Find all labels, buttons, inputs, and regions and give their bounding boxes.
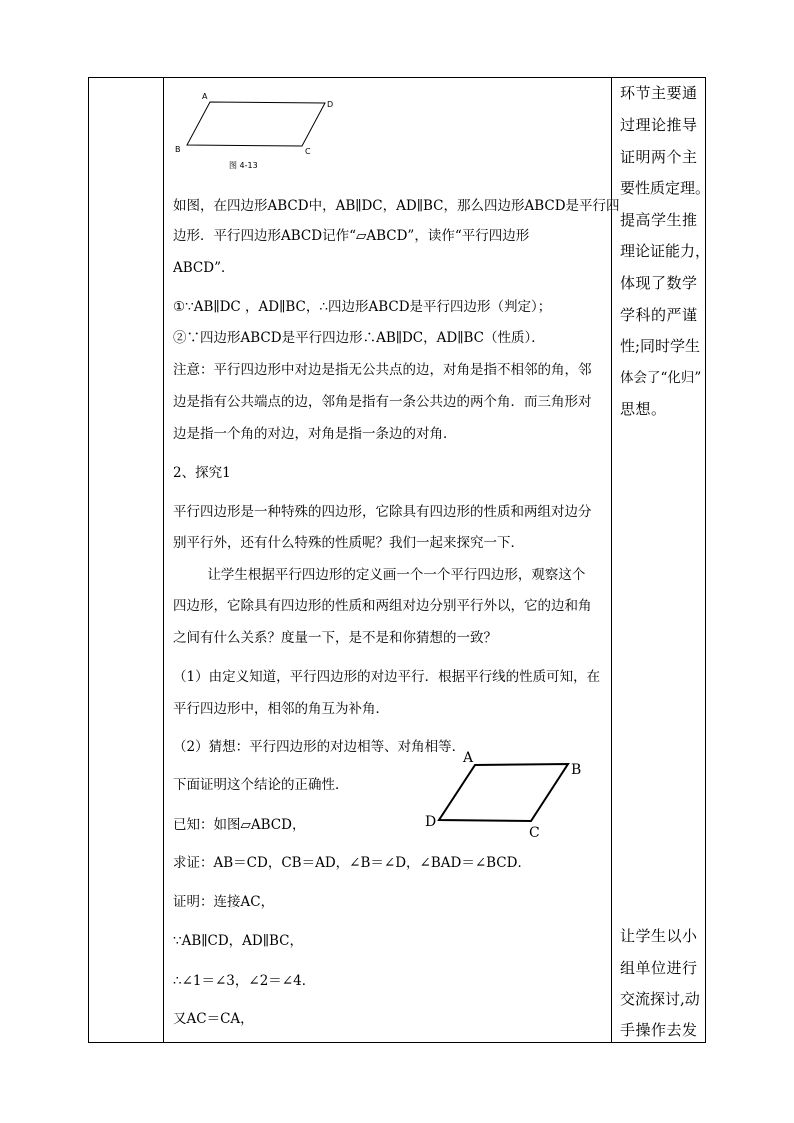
lesson-table [88, 77, 711, 1043]
text-line: 又AC＝CA， [173, 1011, 254, 1027]
note-line: 性;同时学生 [620, 337, 701, 355]
note-line: 让学生以小 [620, 927, 698, 945]
text-line: 平行四边形是一种特殊的四边形，它除具有四边形的性质和两组对边分 [173, 504, 592, 520]
column-divider-left [163, 78, 164, 1042]
text-line: 别平行外，还有什么特殊的性质呢？我们一起来探究一下． [173, 535, 524, 551]
fig1-label-b: B [175, 145, 181, 154]
text-line: 注意：平行四边形中对边是指无公共点的边，对角是指不相邻的角，邻 [173, 362, 592, 378]
text-line: （2）猜想：平行四边形的对边相等、对角相等． [173, 739, 466, 755]
note-line: 体会了“化归” [620, 370, 702, 386]
fig1-label-c: C [305, 147, 311, 156]
text-line: 下面证明这个结论的正确性． [173, 777, 349, 793]
text-line: 边形．平行四边形ABCD记作“▱ABCD”，读作“平行四边形 [173, 228, 530, 244]
fig1-label-a: A [202, 92, 208, 101]
fig1-label-d: D [327, 100, 334, 109]
text-line: ∴∠1＝∠3，∠2＝∠4． [173, 973, 316, 989]
text-line: 平行四边形中，相邻的角互为补角． [173, 701, 389, 717]
section-heading: 2、探究1 [173, 465, 231, 481]
note-line: 思想。 [620, 400, 667, 418]
note-line: 证明两个主 [620, 148, 698, 166]
text-line: 之间有什么关系？度量一下，是不是和你猜想的一致？ [173, 630, 497, 646]
content-cell [165, 78, 620, 1042]
note-line: 组单位进行 [620, 959, 698, 977]
note-line: 环节主要通 [620, 84, 698, 102]
note-line: 过理论推导 [620, 116, 698, 134]
text-line: 求证：AB＝CD，CB＝AD，∠B＝∠D，∠BAD＝∠BCD． [173, 855, 531, 871]
fig2-label-a: A [463, 750, 474, 766]
parallelogram-figure-abcd [423, 746, 595, 842]
text-line: （1）由定义知道，平行四边形的对边平行．根据平行线的性质可知，在 [173, 669, 601, 685]
fig2-label-b: B [571, 762, 582, 778]
text-line: 四边形，它除具有四边形的性质和两组对边分别平行外以，它的边和角 [173, 598, 592, 614]
text-line: ②∵四边形ABCD是平行四边形∴AB∥DC，AD∥BC（性质）． [173, 330, 545, 346]
note-line: 交流探讨,动 [620, 990, 700, 1008]
fig2-label-c: C [529, 825, 540, 841]
notes-cell [612, 78, 711, 1042]
text-line: 如图，在四边形ABCD中，AB∥DC，AD∥BC，那么四边形ABCD是平行四 [173, 198, 620, 214]
text-line: ①∵AB∥DC ，AD∥BC，∴四边形ABCD是平行四边形（判定）； [173, 299, 552, 315]
note-line: 学科的严谨 [620, 306, 698, 324]
note-line: 要性质定理。 [620, 179, 711, 197]
note-line: 手操作去发 [620, 1021, 698, 1039]
parallelogram-figure-4-13 [173, 86, 343, 176]
note-line: 提高学生推 [620, 211, 698, 229]
figure-caption: 图 4-13 [229, 161, 258, 170]
text-line: 已知：如图▱ABCD， [173, 817, 306, 833]
text-line: ∵AB∥CD，AD∥BC， [173, 933, 303, 949]
note-line: 理论证能力， [620, 242, 711, 260]
text-line: 证明：连接AC， [173, 894, 275, 910]
text-line: 边是指有公共端点的边，邻角是指有一条公共边的两个角．而三角形对 [173, 394, 592, 410]
text-line: ABCD”． [173, 260, 235, 276]
fig2-label-d: D [425, 814, 437, 830]
note-line: 体现了数学 [620, 274, 698, 292]
text-line: 让学生根据平行四边形的定义画一个一个平行四边形，观察这个 [173, 567, 586, 583]
text-line: 边是指一个角的对边，对角是指一条边的对角． [173, 426, 457, 442]
